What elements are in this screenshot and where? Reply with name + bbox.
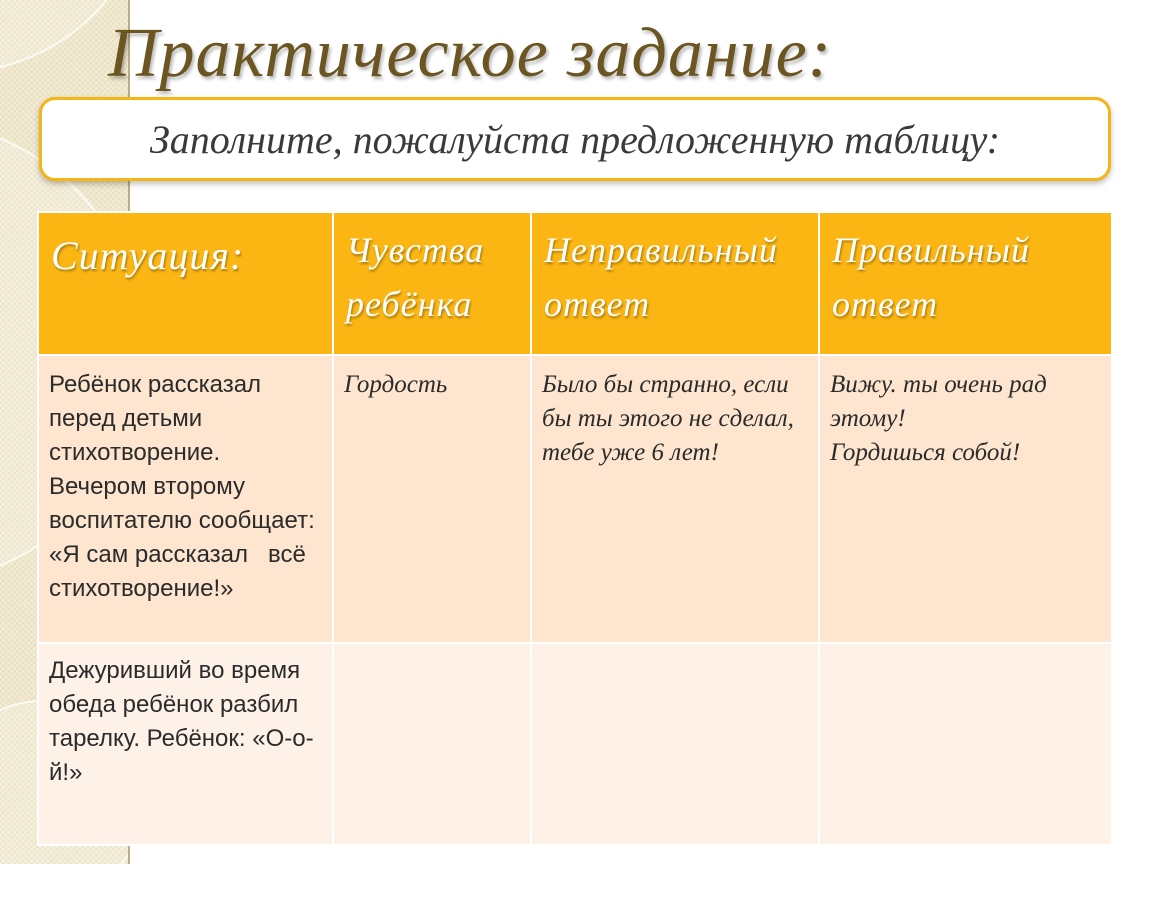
table-row (38, 355, 1112, 643)
feelings-text: Гордость (344, 371, 448, 398)
header-label-feelings: Чувства ребёнка (346, 230, 485, 324)
feelings-cell[interactable] (333, 355, 531, 643)
header-cell-situation (38, 212, 333, 355)
instruction-text: Заполните, пожалуйста предложенную таблицу: (149, 116, 1001, 162)
header-cell-wrong-answer (531, 212, 819, 355)
right-answer-cell[interactable] (819, 355, 1112, 643)
header-label-situation: Ситуация: (51, 233, 245, 278)
right-answer-text: Вижу. ты очень рад этому! Гордишься собой! (830, 371, 1047, 466)
wrong-answer-text: Было бы странно, если бы ты этого не сделал, тебе уже 6 лет! (542, 371, 801, 466)
task-table (37, 211, 1113, 846)
situation-cell[interactable] (38, 355, 333, 643)
wrong-answer-cell[interactable] (531, 643, 819, 845)
situation-text: Ребёнок рассказал перед детьми стихотворение. Вечером второму воспитателю сообщает: «Я сам рассказал всё стихотворение!» (49, 371, 322, 602)
situation-cell[interactable] (38, 643, 333, 845)
situation-text: Дежуривший во время обеда ребёнок разбил тарелку. Ребёнок: «О-о-й!» (49, 657, 314, 786)
wrong-answer-cell[interactable] (531, 355, 819, 643)
header-label-wrong-answer: Неправильный ответ (544, 230, 778, 324)
right-answer-cell[interactable] (819, 643, 1112, 845)
header-cell-right-answer (819, 212, 1112, 355)
instruction-box (39, 97, 1111, 181)
header-cell-feelings (333, 212, 531, 355)
table-header-row (38, 212, 1112, 355)
feelings-cell[interactable] (333, 643, 531, 845)
table-row (38, 643, 1112, 845)
slide-title: Практическое задание: (108, 15, 833, 92)
header-label-right-answer: Правильный ответ (832, 230, 1030, 324)
